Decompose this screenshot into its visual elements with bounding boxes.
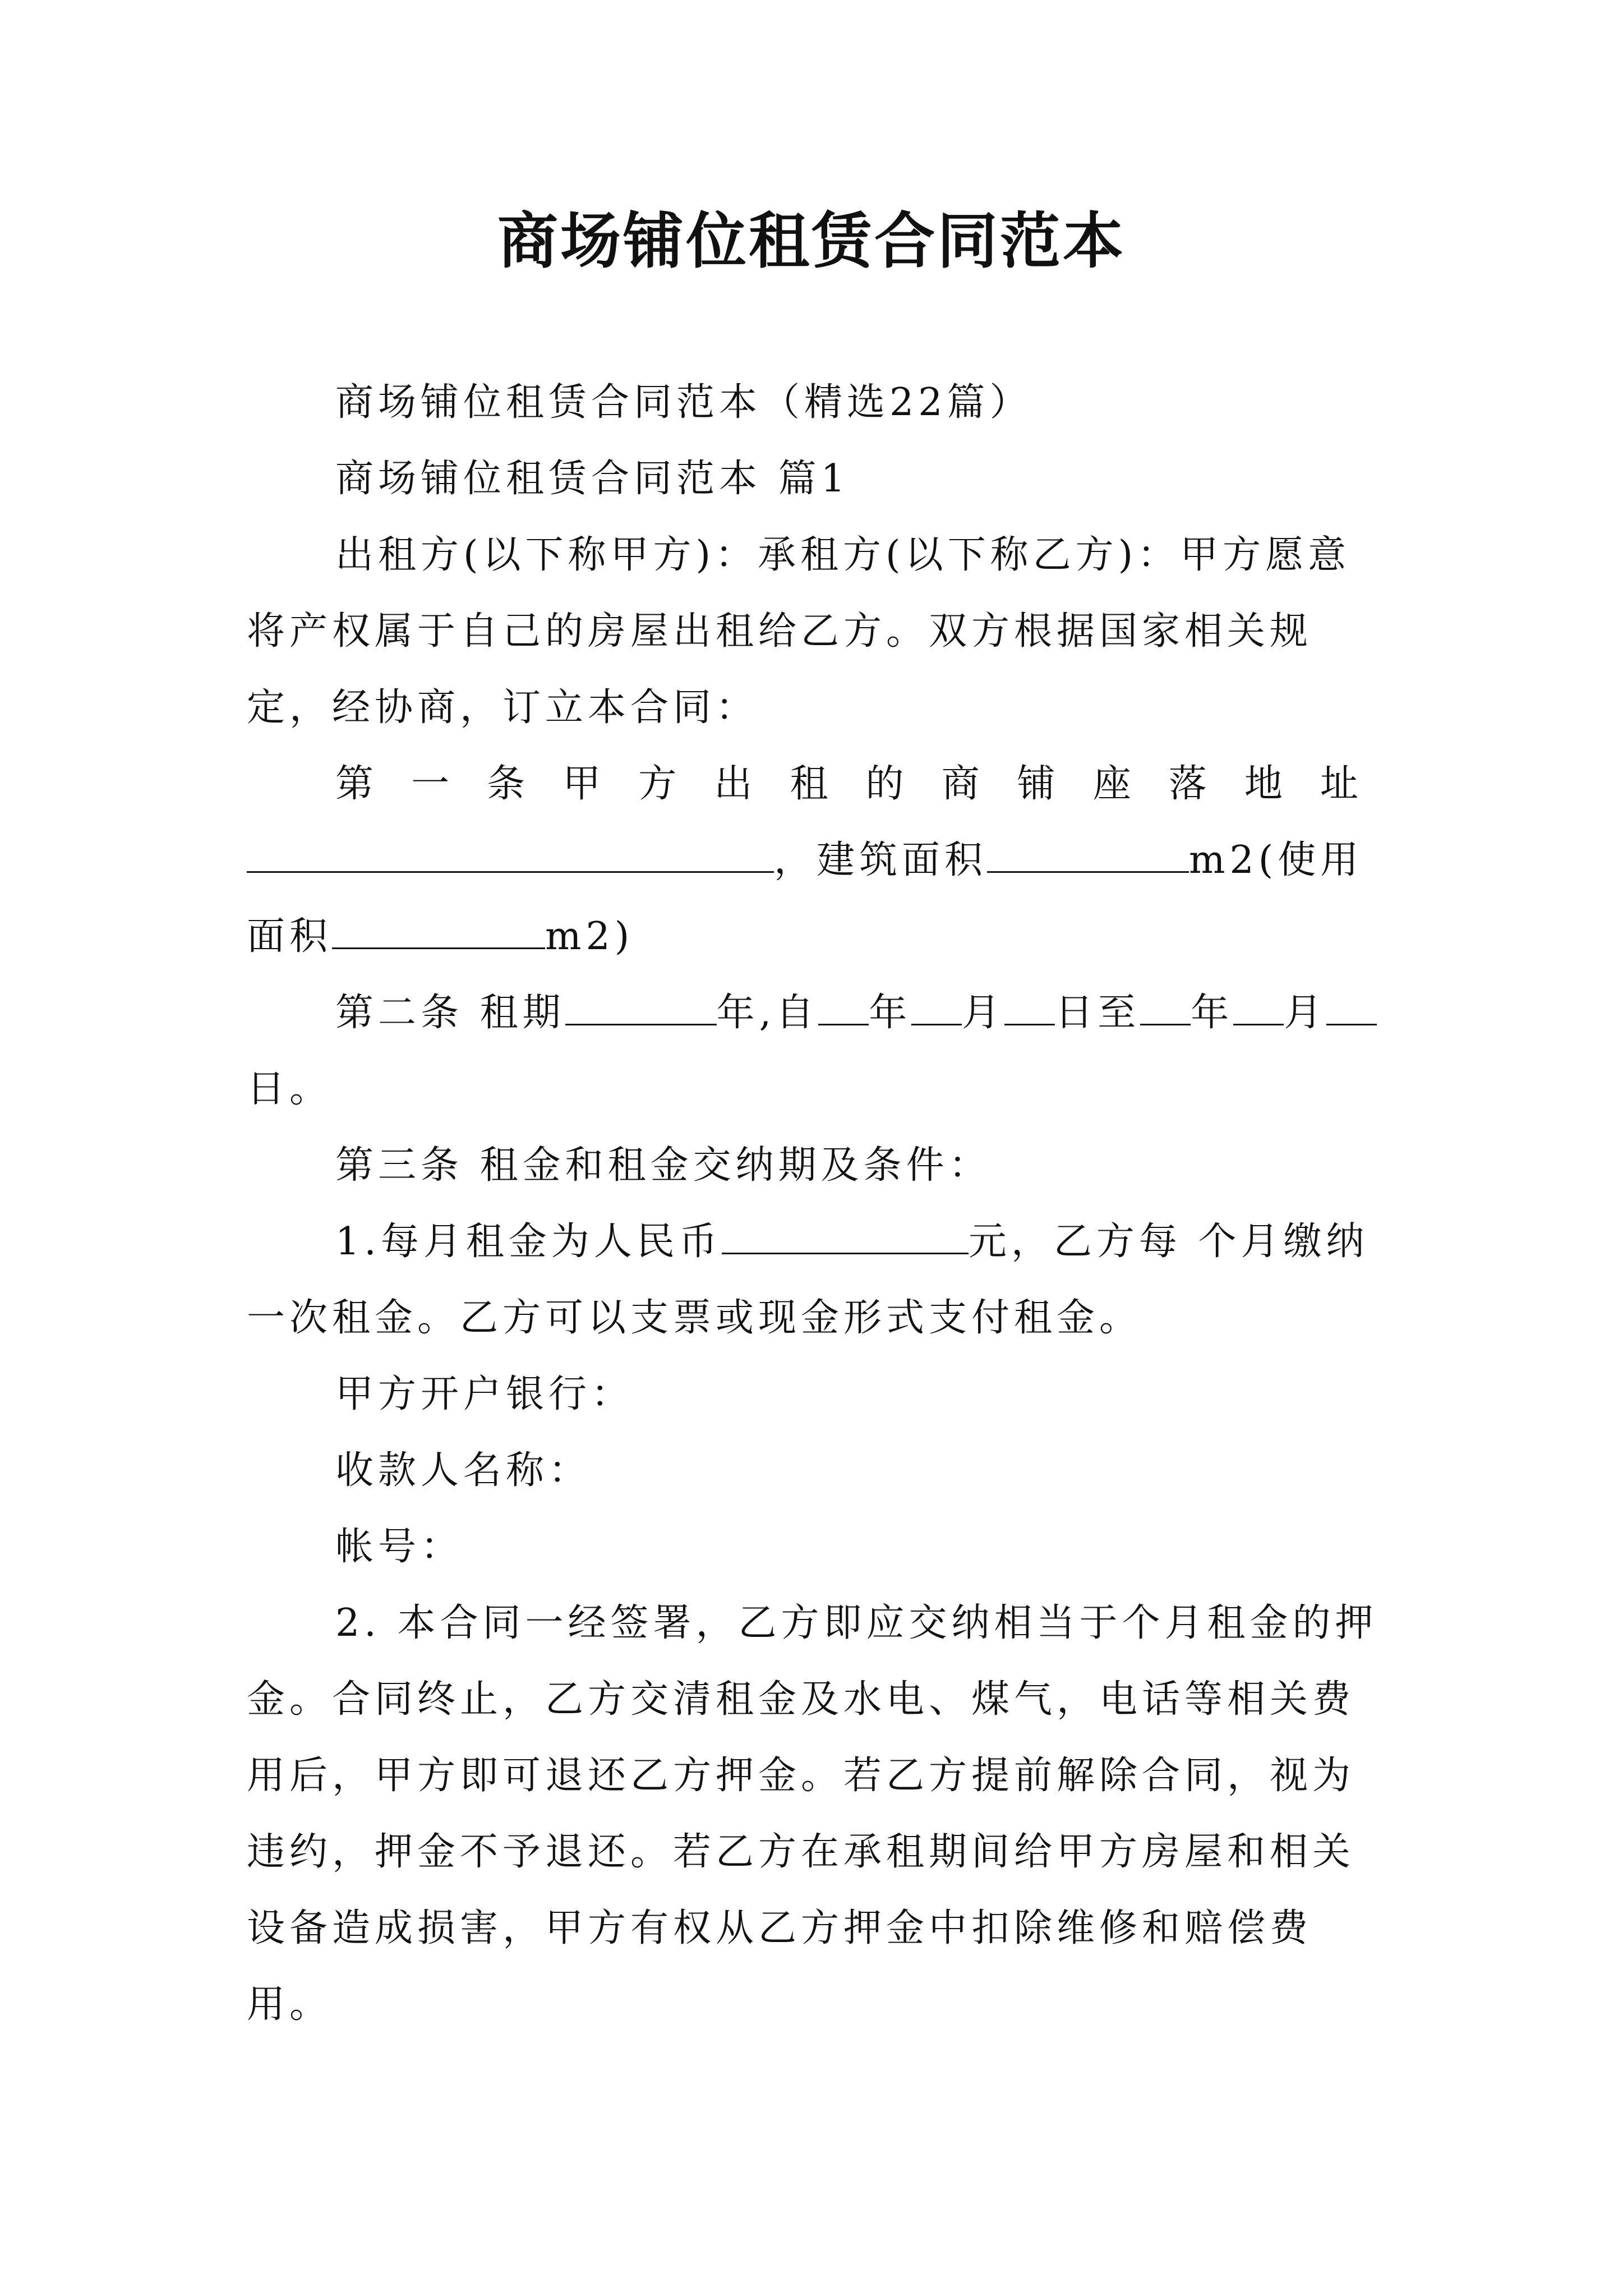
start-day-blank bbox=[1004, 990, 1055, 1025]
paragraph-intro: 出租方(以下称甲方)：承租方(以下称乙方)：甲方愿意将产权属于自己的房屋出租给乙方。双方根据国家相关规定，经协商，订立本合同： bbox=[247, 533, 1351, 730]
article-1-use-line bbox=[247, 899, 1385, 975]
article-3-item-1-rest: 元，乙方每 个月缴纳一次租金。乙方可以支票或现金形式支付租金。 bbox=[247, 1220, 1369, 1340]
article-3-item-1 bbox=[247, 1204, 1385, 1356]
article-1-area-line bbox=[247, 822, 1385, 899]
article-2-m1: 月 bbox=[962, 991, 1005, 1035]
address-blank bbox=[247, 838, 774, 873]
article-2-end: 日。 bbox=[247, 1067, 333, 1111]
area-unit: m2(使用 bbox=[1189, 838, 1363, 882]
payee-label: 收款人名称： bbox=[335, 1448, 592, 1493]
start-year-blank bbox=[818, 990, 869, 1025]
use-area-label: 面积 bbox=[247, 914, 333, 959]
article-2-d1: 日至 bbox=[1055, 991, 1141, 1035]
article-2-year: 年,自 bbox=[716, 991, 819, 1035]
document-title: 商场铺位租赁合同范本 bbox=[497, 206, 1126, 277]
article-2-y2: 年 bbox=[1191, 991, 1234, 1035]
term-years-blank bbox=[565, 990, 717, 1025]
use-area-blank bbox=[332, 914, 545, 949]
area-label: ，建筑面积 bbox=[774, 838, 988, 882]
document-subtitle: 商场铺位租赁合同范本（精选22篇） bbox=[335, 380, 1032, 425]
area-blank bbox=[987, 838, 1189, 873]
end-year-blank bbox=[1140, 990, 1191, 1025]
article-2-m2: 月 bbox=[1284, 991, 1327, 1035]
document-body bbox=[247, 365, 1385, 2043]
end-day-blank bbox=[1326, 990, 1377, 1025]
article-3-item-1-lead: 1.每月租金为人民币 bbox=[335, 1220, 722, 1264]
end-month-blank bbox=[1233, 990, 1284, 1025]
article-2-y1: 年 bbox=[869, 991, 912, 1035]
use-area-unit: m2) bbox=[545, 914, 634, 959]
section-heading: 商场铺位租赁合同范本 篇1 bbox=[335, 457, 850, 501]
bank-label: 甲方开户银行： bbox=[335, 1372, 634, 1416]
start-month-blank bbox=[911, 990, 962, 1025]
article-3-heading: 第三条 租金和租金交纳期及条件： bbox=[335, 1143, 992, 1188]
article-1-lead-text: 第一条甲方出租的商铺座落地址 bbox=[335, 762, 1385, 806]
article-1-lead bbox=[247, 746, 1385, 822]
article-3-item-2: 2. 本合同一经签署，乙方即应交纳相当于个月租金的押金。合同终止，乙方交清租金及水电、煤气，电话等相关费用后，甲方即可退还乙方押金。若乙方提前解除合同，视为违约，押金不予退还。若乙方在承租期间给甲方房屋和相关设备造成损害，甲方有权从乙方押金中扣除维修和赔偿费用。 bbox=[247, 1601, 1378, 2027]
article-2-lead: 第二条 租期 bbox=[335, 991, 565, 1035]
rent-amount-blank bbox=[722, 1219, 969, 1254]
account-label: 帐号： bbox=[335, 1525, 464, 1569]
article-2 bbox=[247, 975, 1385, 1128]
